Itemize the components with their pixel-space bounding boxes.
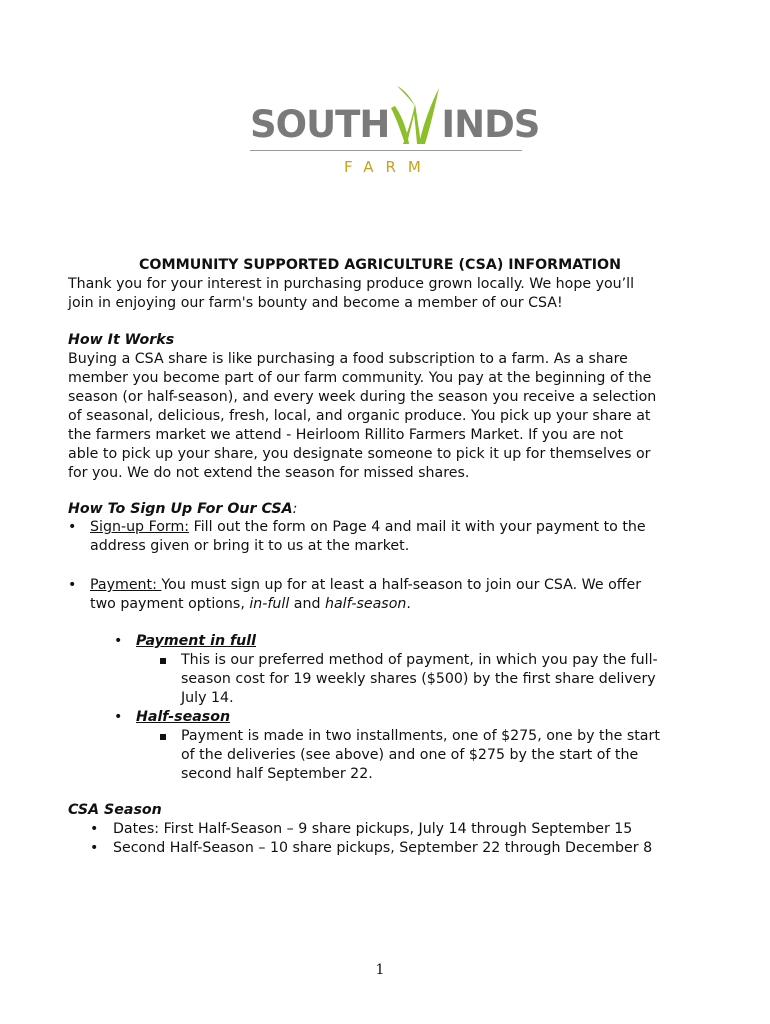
page-number: 1 — [375, 962, 385, 978]
payment-label: Payment: — [90, 577, 162, 593]
and-text: and — [289, 596, 325, 612]
body-line: the farmers market we attend - Heirloom Rillito Farmers Market. If you are not — [68, 427, 624, 443]
logo-w-grass-icon — [389, 106, 441, 143]
body-line: season (or half-season), and every week during the season you receive a selection — [68, 389, 657, 405]
southwinds-farm-logo — [248, 84, 540, 180]
bullet-dot: • — [90, 840, 99, 856]
logo-word-right: INDS — [441, 103, 540, 146]
sign-up-heading-colon: : — [292, 501, 298, 517]
logo-word-left: SOUTH — [250, 103, 390, 146]
payment-in-full-text: Payment in full — [136, 633, 257, 649]
half-detail-line: of the deliveries (see above) and one of $275 by the start of the — [181, 747, 639, 763]
bullet-dot: • — [90, 821, 99, 837]
csa-season-heading: CSA Season — [68, 802, 162, 818]
season-item: Dates: First Half-Season – 9 share pickups, July 14 through September 15 — [113, 821, 633, 837]
body-line: able to pick up your share, you designate someone to pick it up for themselves or — [68, 446, 651, 462]
body-line: member you become part of our farm community. You pay at the beginning of the — [68, 370, 652, 386]
half-detail-line: Payment is made in two installments, one of $275, one by the start — [181, 728, 660, 744]
in-full-term: in-full — [249, 596, 290, 612]
payment-options-text: two payment options, — [90, 596, 250, 612]
half-season-term: half-season — [325, 596, 407, 612]
sign-up-heading-text: How To Sign Up For Our CSA — [68, 501, 293, 517]
half-detail-line: second half September 22. — [181, 766, 373, 782]
signup-form-item — [90, 518, 646, 537]
intro-line: Thank you for your interest in purchasing produce grown locally. We hope you’ll — [68, 276, 635, 292]
bullet-dot: • — [114, 633, 123, 649]
payment-item — [90, 576, 641, 595]
half-season-text: Half-season — [136, 709, 231, 725]
period-text: . — [406, 596, 411, 612]
half-season-label — [136, 708, 230, 727]
body-line: of seasonal, delicious, fresh, local, and organic produce. You pick up your share at — [68, 408, 651, 424]
how-it-works-heading: How It Works — [68, 332, 175, 348]
body-line: for you. We do not extend the season for missed shares. — [68, 465, 470, 481]
full-detail-line: This is our preferred method of payment, in which you pay the full- — [181, 652, 658, 668]
signup-form-text: Fill out the form on Page 4 and mail it with your payment to the — [189, 519, 646, 535]
logo-divider — [250, 150, 522, 151]
payment-in-full-label — [136, 632, 256, 651]
logo-subtitle: FARM — [344, 158, 433, 176]
season-item: Second Half-Season – 10 share pickups, September 22 through December 8 — [113, 840, 653, 856]
signup-form-text-cont: address given or bring it to us at the market. — [90, 538, 410, 554]
square-bullet-icon — [160, 727, 166, 746]
signup-form-label: Sign-up Form: — [90, 519, 190, 535]
bullet-dot: • — [68, 519, 77, 535]
document-title: COMMUNITY SUPPORTED AGRICULTURE (CSA) INFORMATION — [139, 257, 621, 273]
payment-text-cont — [90, 595, 411, 614]
square-bullet-icon — [160, 651, 166, 670]
full-detail-line: July 14. — [181, 690, 234, 706]
sign-up-heading — [68, 500, 297, 519]
full-detail-line: season cost for 19 weekly shares ($500) by the first share delivery — [181, 671, 656, 687]
body-line: Buying a CSA share is like purchasing a food subscription to a farm. As a share — [68, 351, 628, 367]
payment-text: You must sign up for at least a half-season to join our CSA. We offer — [161, 577, 642, 593]
intro-line: join in enjoying our farm's bounty and become a member of our CSA! — [68, 295, 563, 311]
bullet-dot: • — [114, 709, 123, 725]
bullet-dot: • — [68, 577, 77, 593]
logo-wordmark — [250, 103, 540, 146]
